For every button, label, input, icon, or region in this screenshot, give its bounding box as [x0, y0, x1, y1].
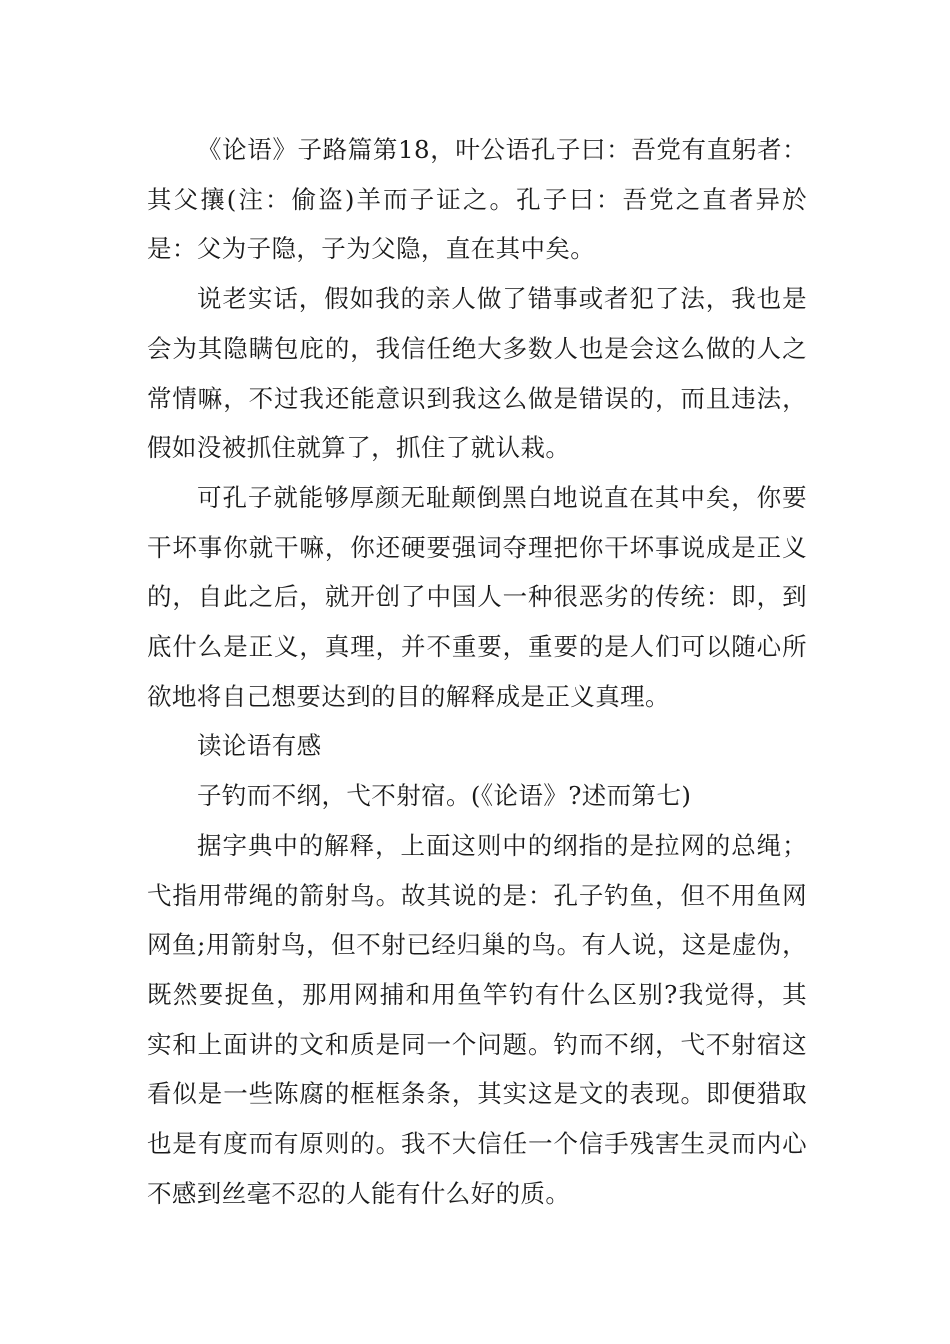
section-heading: 读论语有感	[197, 731, 322, 761]
document-body	[147, 125, 807, 1218]
paragraph-criticism: 可孔子就能够厚颜无耻颠倒黑白地说直在其中矣，你要干坏事你就干嘛，你还硬要强词夺理把你干坏事说成是正义的，自此之后，就开创了中国人一种很恶劣的传统：即，到底什么是正义，真理，并不重要，重要的是人们可以随心所欲地将自己想要达到的目的解释成是正义真理。	[147, 482, 807, 711]
paragraph-quote-shuer: 子钓而不纲，弋不射宿。(《论语》?述而第七)	[197, 781, 692, 811]
paragraph-explanation: 据字典中的解释，上面这则中的纲指的是拉网的总绳；弋指用带绳的箭射鸟。故其说的是：孔子钓鱼，但不用鱼网网鱼;用箭射鸟，但不射已经归巢的鸟。有人说，这是虚伪，既然要捉鱼，那用网捕和用鱼竿钓有什么区别?我觉得，其实和上面讲的文和质是同一个问题。钓而不纲，弋不射宿这看似是一些陈腐的框框条条，其实这是文的表现。即便猎取也是有度而有原则的。我不大信任一个信手残害生灵而内心不感到丝毫不忍的人能有什么好的质。	[147, 830, 807, 1208]
paragraph-lunyu-zilu: 《论语》子路篇第18，叶公语孔子曰：吾党有直躬者：其父攘(注：偷盗)羊而子证之。孔子曰：吾党之直者异於是：父为子隐，子为父隐，直在其中矣。	[147, 135, 807, 264]
paragraph-honest-opinion: 说老实话，假如我的亲人做了错事或者犯了法，我也是会为其隐瞒包庇的，我信任绝大多数人也是会这么做的人之常情嘛，不过我还能意识到我这么做是错误的，而且违法，假如没被抓住就算了，抓住了就认栽。	[147, 284, 807, 463]
